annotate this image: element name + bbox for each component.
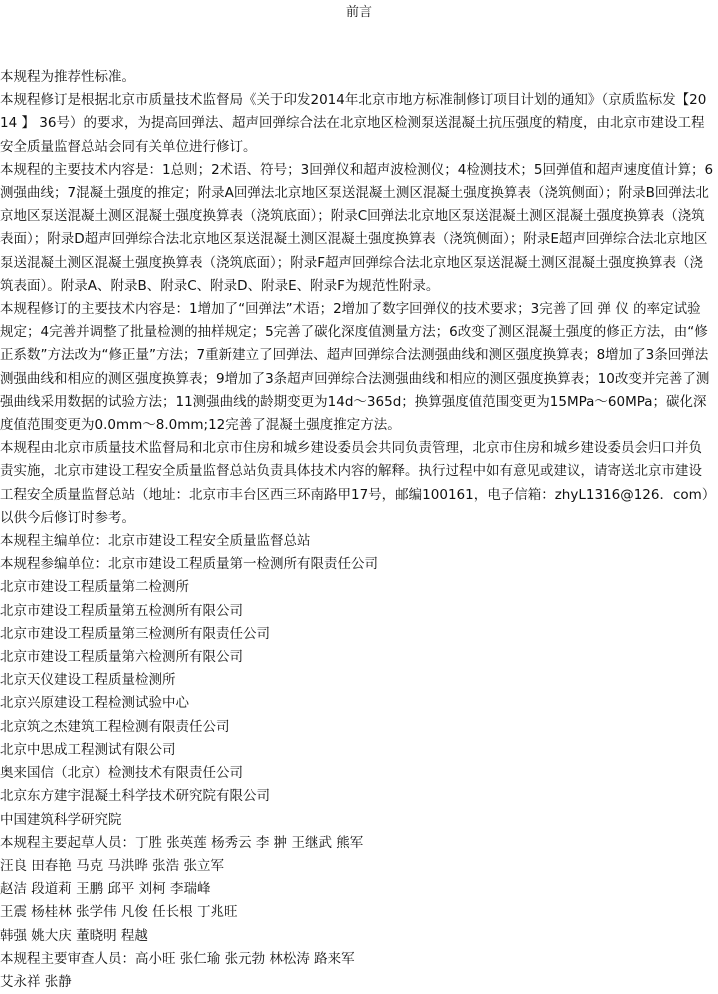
page-title: 前言 — [345, 5, 372, 20]
drafter-list: 汪良 田春艳 马克 马洪晔 张浩 张立军 — [0, 857, 224, 874]
participating-unit: 本规程参编单位：北京市建设工程质量第一检测所有限责任公司 — [0, 556, 378, 573]
participating-unit: 北京兴原建设工程检测试验中心 — [0, 695, 189, 712]
paragraph-management: 本规程由北京市质量技术监督局和北京市住房和城乡建设委员会共同负责管理，北京市住房和城乡建设委员会归口并负责实施，北京市建设工程安全质量监督总站负责具体技术内容的解释。执行过程中如有意见或建议，请寄送北京市建设工程安全质量监督总站（地址：北京市丰台区西三环南路甲17号，邮编100161，电子信箱：zhyL1316@126．com）以供今后修订时参考。 — [0, 440, 709, 526]
participating-unit: 北京市建设工程质量第二检测所 — [0, 579, 189, 596]
participating-unit: 北京天仪建设工程质量检测所 — [0, 672, 176, 689]
paragraph-main-contents: 本规程的主要技术内容是：1总则；2术语、符号；3回弹仪和超声波检测仪；4检测技术；5回弹值和超声速度值计算；6测强曲线；7混凝土强度的推定；附录A回弹法北京地区泵送混凝土测区混凝土强度换算表（浇筑侧面）；附录B回弹法北京地区泵送混凝土测区混凝土强度换算表（浇筑底面）；附录C回弹法北京地区泵送混凝土测区混凝土强度换算表（浇筑表面）；附录D超声回弹综合法北京地区泵送混凝土测区混凝土强度换算表（浇筑侧面）；附录E超声回弹综合法北京地区泵送混凝土测区混凝土强度换算表（浇筑底面）；附录F超声回弹综合法北京地区泵送混凝土测区混凝土强度换算表（浇筑表面）。附录A、附录B、附录C、附录D、附录E、附录F为规范性附录。 — [0, 161, 714, 294]
participating-unit: 北京市建设工程质量第三检测所有限责任公司 — [0, 625, 270, 642]
drafter-list: 王震 杨桂林 张学伟 凡俊 任长根 丁兆旺 — [0, 904, 238, 921]
participating-unit: 北京中思成工程测试有限公司 — [0, 741, 176, 758]
paragraph-standard-type: 本规程为推荐性标准。 — [0, 69, 135, 85]
participating-unit: 奥来国信（北京）检测技术有限责任公司 — [0, 765, 243, 782]
drafter-list: 本规程主要起草人员：丁胜 张英莲 杨秀云 李 翀 王继武 熊军 — [0, 834, 364, 851]
participating-unit: 北京东方建宇混凝土科学技术研究院有限公司 — [0, 788, 270, 805]
document-body — [0, 66, 714, 994]
paragraph-revision-basis: 本规程修订是根据北京市质量技术监督局《关于印发2014年北京市地方标准制修订项目计划的通知》（京质监标发【2014 】 36号）的要求，为提高回弹法、超声回弹综合法在北京地区检测泵送混凝土抗压强度的精度，由北京市建设工程安全质量监督总站会同有关单位进行修订。 — [0, 92, 707, 155]
drafter-list: 韩强 姚大庆 董晓明 程越 — [0, 927, 148, 944]
participating-unit: 北京市建设工程质量第五检测所有限公司 — [0, 602, 243, 619]
drafter-list: 赵洁 段道莉 王鹏 邱平 刘柯 李瑞峰 — [0, 881, 211, 898]
participating-unit: 中国建筑科学研究院 — [0, 811, 122, 828]
paragraph-revision-contents: 本规程修订的主要技术内容是：1增加了“回弹法”术语；2增加了数字回弹仪的技术要求；3完善了回 弹 仪 的率定试验规定；4完善并调整了批量检测的抽样规定；5完善了碳化深度值测量方法；6改变了测区混凝土强度的修正方法，由“修正系数”方法改为“修正量”方法；7重新建立了回弹法、超声回弹综合法测强曲线和测区强度换算表；8增加了3条回弹法测强曲线和相应的测区强度换算表；9增加了3条超声回弹综合法测强曲线和相应的测区强度换算表；10改变并完善了测强曲线采用数据的试验方法；11测强曲线的龄期变更为14d～365d；换算强度值范围变更为15MPa～60MPa；碳化深度值范围变更为0.0mm～8.0mm;12完善了混凝土强度推定方法。 — [0, 301, 710, 434]
chief-editor-unit: 本规程主编单位：北京市建设工程安全质量监督总站 — [0, 533, 311, 550]
participating-unit: 北京筑之杰建筑工程检测有限责任公司 — [0, 718, 230, 735]
reviewer-list: 艾永祥 张静 — [0, 973, 72, 990]
participating-unit: 北京市建设工程质量第六检测所有限公司 — [0, 649, 243, 666]
reviewer-list: 本规程主要审查人员：高小旺 张仁瑜 张元勃 林松涛 路来军 — [0, 950, 355, 967]
